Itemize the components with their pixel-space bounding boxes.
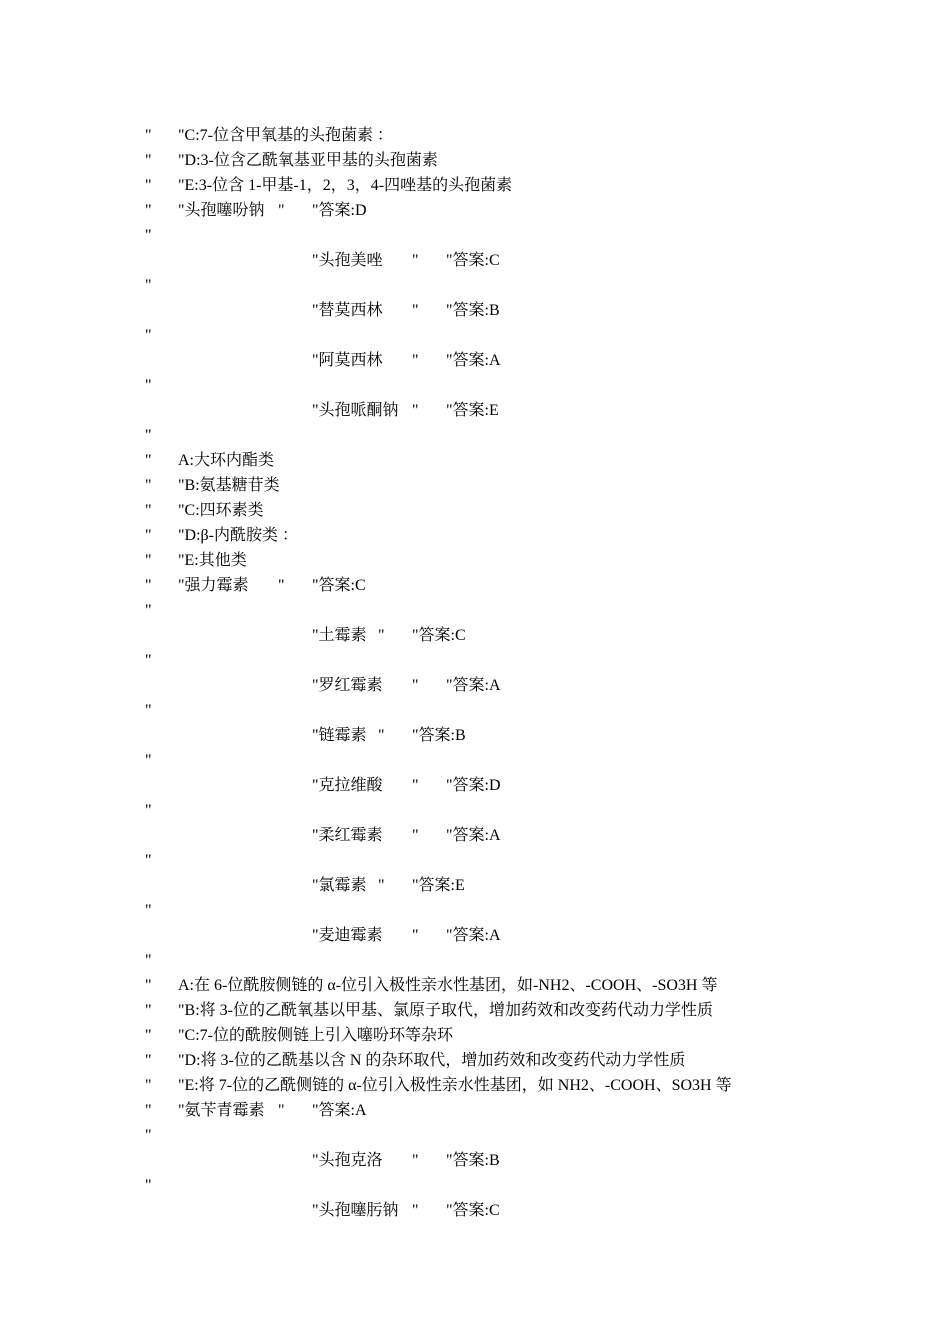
drug-name: "替莫西林 bbox=[312, 302, 383, 319]
answer-line bbox=[0, 573, 366, 598]
text-line bbox=[0, 498, 264, 523]
text-line bbox=[0, 548, 247, 573]
text-line bbox=[0, 273, 152, 298]
option-text: "D:3-位含乙酰氧基亚甲基的头孢菌素 bbox=[178, 152, 438, 169]
drug-name: "强力霉素 bbox=[178, 577, 249, 594]
quote-mark: " bbox=[145, 277, 152, 294]
quote-mark: " bbox=[145, 577, 152, 594]
quote-mark: " bbox=[378, 627, 385, 644]
text-line bbox=[0, 323, 152, 348]
quote-mark: " bbox=[412, 677, 419, 694]
answer-line bbox=[0, 398, 499, 423]
drug-name: "阿莫西林 bbox=[312, 352, 383, 369]
quote-mark: " bbox=[145, 1177, 152, 1194]
quote-mark: " bbox=[145, 702, 152, 719]
text-line bbox=[0, 798, 152, 823]
answer-text: "答案:E bbox=[446, 402, 499, 419]
quote-mark: " bbox=[145, 652, 152, 669]
quote-mark: " bbox=[145, 202, 152, 219]
drug-name: "克拉维酸 bbox=[312, 777, 383, 794]
quote-mark: " bbox=[412, 777, 419, 794]
answer-line bbox=[0, 673, 501, 698]
option-text: "E:其他类 bbox=[178, 552, 247, 569]
drug-name: "头孢噻肟钠 bbox=[312, 1202, 399, 1219]
option-text: "C:四环素类 bbox=[178, 502, 264, 519]
option-text: "C:7-位的酰胺侧链上引入噻吩环等杂环 bbox=[178, 1027, 453, 1044]
text-line bbox=[0, 223, 152, 248]
quote-mark: " bbox=[145, 552, 152, 569]
text-line bbox=[0, 648, 152, 673]
answer-text: "答案:A bbox=[446, 927, 501, 944]
answer-text: "答案:A bbox=[446, 352, 501, 369]
answer-text: "答案:A bbox=[446, 677, 501, 694]
text-line bbox=[0, 748, 152, 773]
quote-mark: " bbox=[278, 577, 285, 594]
text-line bbox=[0, 1073, 732, 1098]
text-line bbox=[0, 148, 438, 173]
text-line bbox=[0, 423, 152, 448]
option-text: "E:将 7-位的乙酰侧链的 α-位引入极性亲水性基团，如 NH2、-COOH、SO3H 等 bbox=[178, 1077, 732, 1094]
text-line bbox=[0, 1023, 453, 1048]
answer-line bbox=[0, 298, 500, 323]
text-line bbox=[0, 948, 152, 973]
answer-text: "答案:C bbox=[446, 252, 500, 269]
quote-mark: " bbox=[145, 1102, 152, 1119]
drug-name: "链霉素 bbox=[312, 727, 367, 744]
quote-mark: " bbox=[145, 502, 152, 519]
quote-mark: " bbox=[145, 527, 152, 544]
quote-mark: " bbox=[145, 902, 152, 919]
quote-mark: " bbox=[145, 952, 152, 969]
quote-mark: " bbox=[145, 152, 152, 169]
text-line bbox=[0, 973, 718, 998]
quote-mark: " bbox=[145, 452, 152, 469]
quote-mark: " bbox=[145, 802, 152, 819]
quote-mark: " bbox=[378, 877, 385, 894]
quote-mark: " bbox=[145, 1027, 152, 1044]
quote-mark: " bbox=[278, 202, 285, 219]
text-line bbox=[0, 598, 152, 623]
answer-line bbox=[0, 1198, 500, 1223]
text-line bbox=[0, 123, 393, 148]
answer-text: "答案:A bbox=[312, 1102, 367, 1119]
text-line bbox=[0, 998, 713, 1023]
quote-mark: " bbox=[412, 827, 419, 844]
quote-mark: " bbox=[145, 177, 152, 194]
answer-text: "答案:B bbox=[446, 1152, 500, 1169]
text-line bbox=[0, 473, 280, 498]
text-line bbox=[0, 1048, 686, 1073]
quote-mark: " bbox=[145, 427, 152, 444]
answer-line bbox=[0, 823, 501, 848]
answer-line bbox=[0, 873, 465, 898]
answer-line bbox=[0, 923, 501, 948]
answer-line bbox=[0, 1148, 500, 1173]
option-text: A:在 6-位酰胺侧链的 α-位引入极性亲水性基团，如-NH2、-COOH、-SO3H 等 bbox=[178, 977, 718, 994]
option-text: "D:将 3-位的乙酰基以含 N 的杂环取代，增加药效和改变药代动力学性质 bbox=[178, 1052, 686, 1069]
quote-mark: " bbox=[412, 927, 419, 944]
answer-text: "答案:D bbox=[312, 202, 367, 219]
quote-mark: " bbox=[145, 477, 152, 494]
drug-name: "头孢美唑 bbox=[312, 252, 383, 269]
quote-mark: " bbox=[145, 1077, 152, 1094]
drug-name: "头孢噻吩钠 bbox=[178, 202, 265, 219]
drug-name: "氨苄青霉素 bbox=[178, 1102, 265, 1119]
text-line bbox=[0, 173, 513, 198]
answer-line bbox=[0, 773, 501, 798]
answer-line bbox=[0, 723, 466, 748]
quote-mark: " bbox=[145, 602, 152, 619]
answer-text: "答案:C bbox=[312, 577, 366, 594]
answer-line bbox=[0, 248, 500, 273]
quote-mark: " bbox=[145, 977, 152, 994]
quote-mark: " bbox=[412, 302, 419, 319]
answer-text: "答案:C bbox=[446, 1202, 500, 1219]
quote-mark: " bbox=[412, 352, 419, 369]
option-text: A:大环内酯类 bbox=[178, 452, 275, 469]
answer-line bbox=[0, 623, 466, 648]
quote-mark: " bbox=[145, 752, 152, 769]
answer-text: "答案:E bbox=[412, 877, 465, 894]
drug-name: "氯霉素 bbox=[312, 877, 367, 894]
option-text: "D:β-内酰胺类 ： bbox=[178, 527, 299, 544]
option-text: "E:3-位含 1-甲基-1，2，3，4-四唑基的头孢菌素 bbox=[178, 177, 513, 194]
quote-mark: " bbox=[145, 377, 152, 394]
quote-mark: " bbox=[145, 1002, 152, 1019]
drug-name: "麦迪霉素 bbox=[312, 927, 383, 944]
text-line bbox=[0, 448, 275, 473]
answer-text: "答案:A bbox=[446, 827, 501, 844]
quote-mark: " bbox=[412, 252, 419, 269]
option-text: "B:将 3-位的乙酰氧基以甲基、氯原子取代，增加药效和改变药代动力学性质 bbox=[178, 1002, 713, 1019]
quote-mark: " bbox=[145, 852, 152, 869]
answer-text: "答案:B bbox=[446, 302, 500, 319]
answer-line bbox=[0, 198, 367, 223]
quote-mark: " bbox=[145, 1127, 152, 1144]
text-line bbox=[0, 848, 152, 873]
quote-mark: " bbox=[412, 1152, 419, 1169]
quote-mark: " bbox=[145, 127, 152, 144]
text-line bbox=[0, 523, 299, 548]
answer-text: "答案:C bbox=[412, 627, 466, 644]
drug-name: "罗红霉素 bbox=[312, 677, 383, 694]
quote-mark: " bbox=[145, 1052, 152, 1069]
option-text: "C:7-位含甲氧基的头孢菌素 ： bbox=[178, 127, 393, 144]
drug-name: "柔红霉素 bbox=[312, 827, 383, 844]
answer-text: "答案:D bbox=[446, 777, 501, 794]
answer-line bbox=[0, 1098, 367, 1123]
drug-name: "头孢克洛 bbox=[312, 1152, 383, 1169]
text-line bbox=[0, 1123, 152, 1148]
quote-mark: " bbox=[145, 327, 152, 344]
quote-mark: " bbox=[378, 727, 385, 744]
quote-mark: " bbox=[412, 1202, 419, 1219]
text-line bbox=[0, 698, 152, 723]
quote-mark: " bbox=[278, 1102, 285, 1119]
answer-text: "答案:B bbox=[412, 727, 466, 744]
text-line bbox=[0, 898, 152, 923]
quote-mark: " bbox=[145, 227, 152, 244]
drug-name: "头孢哌酮钠 bbox=[312, 402, 399, 419]
answer-line bbox=[0, 348, 501, 373]
drug-name: "土霉素 bbox=[312, 627, 367, 644]
text-line bbox=[0, 373, 152, 398]
option-text: "B:氨基糖苷类 bbox=[178, 477, 280, 494]
text-line bbox=[0, 1173, 152, 1198]
quote-mark: " bbox=[412, 402, 419, 419]
